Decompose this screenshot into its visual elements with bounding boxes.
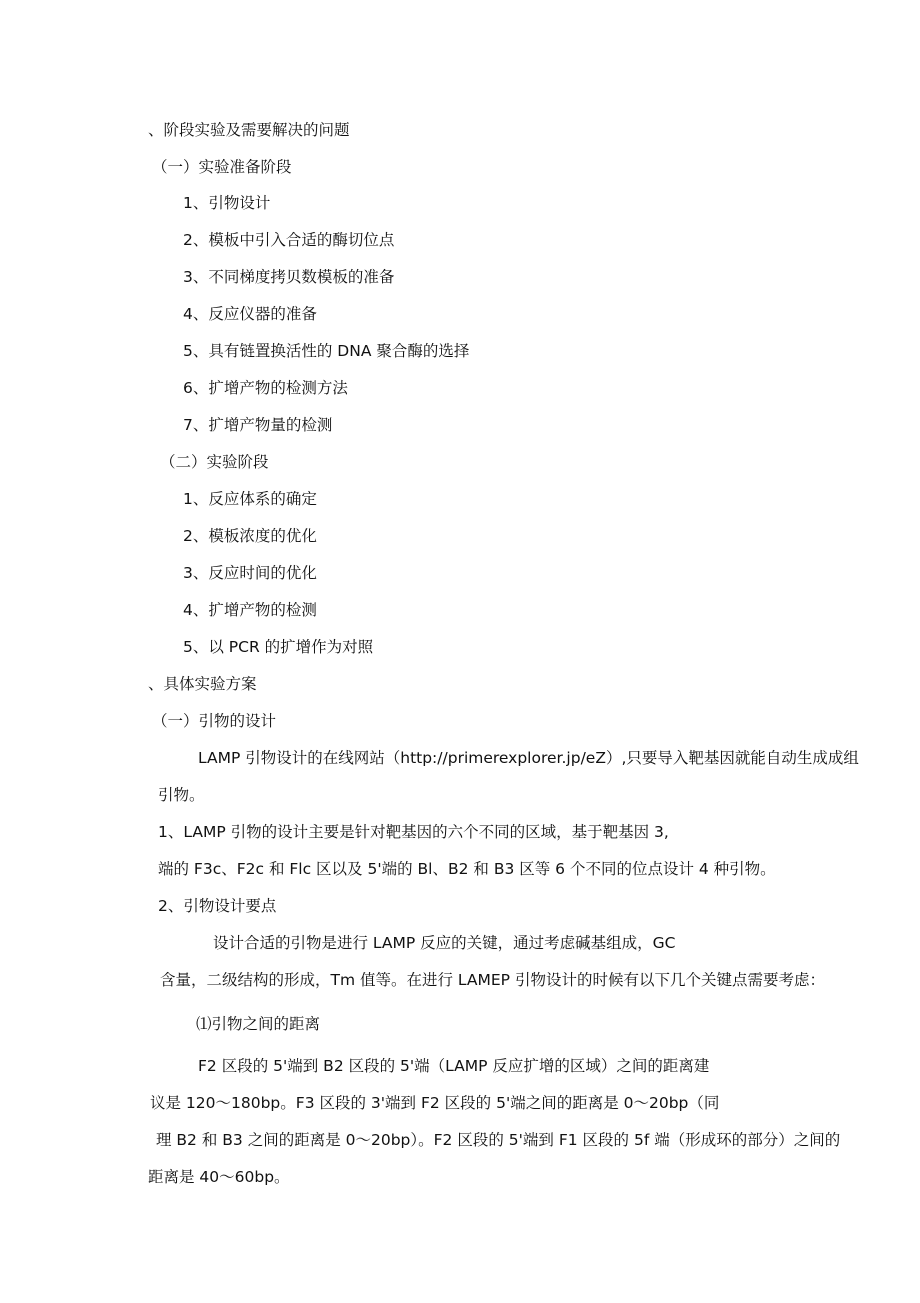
list-item: 4、扩增产物的检测 (183, 601, 317, 619)
section-heading-2: 、具体实验方案 (148, 675, 257, 693)
subsection-heading-primer: （一）引物的设计 (152, 712, 277, 730)
paragraph-line: LAMP 引物设计的在线网站（http://primerexplorer.jp/eZ）,只要导入靶基因就能自动生成成组 (198, 749, 859, 767)
subsection-heading-exp: （二）实验阶段 (160, 453, 269, 471)
paragraph-line: 议是 120～180bp。F3 区段的 3'端到 F2 区段的 5'端之间的距离是 0～20bp（同 (150, 1094, 720, 1112)
paragraph-line: 设计合适的引物是进行 LAMP 反应的关键，通过考虑碱基组成，GC (213, 934, 676, 952)
list-item: 3、不同梯度拷贝数模板的准备 (183, 268, 395, 286)
paragraph-line: 理 B2 和 B3 之间的距离是 0～20bp）。F2 区段的 5'端到 F1 区段的 5f 端（形成环的部分）之间的 (156, 1131, 841, 1149)
list-item: 1、反应体系的确定 (183, 490, 317, 508)
list-item: 3、反应时间的优化 (183, 564, 317, 582)
subsection-heading-prep: （一）实验准备阶段 (152, 158, 292, 176)
list-item: 2、模板浓度的优化 (183, 527, 317, 545)
list-item: 1、引物设计 (183, 194, 271, 212)
list-item: 2、模板中引入合适的酶切位点 (183, 231, 395, 249)
paragraph-line: 含量，二级结构的形成，Tm 值等。在进行 LAMEP 引物设计的时候有以下几个关键点需要考虑： (160, 971, 825, 989)
list-item: 5、具有链置换活性的 DNA 聚合酶的选择 (183, 342, 470, 360)
list-item: 6、扩增产物的检测方法 (183, 379, 348, 397)
paragraph-line: F2 区段的 5'端到 B2 区段的 5'端（LAMP 反应扩增的区域）之间的距离建 (198, 1057, 710, 1075)
section-heading-1: 、阶段实验及需要解决的问题 (148, 121, 350, 139)
paragraph-line: 2、引物设计要点 (158, 897, 277, 915)
paragraph-line: 1、LAMP 引物的设计主要是针对靶基因的六个不同的区域，基于靶基因 3, (158, 823, 669, 841)
list-item: 5、以 PCR 的扩增作为对照 (183, 638, 374, 656)
list-item: 7、扩增产物量的检测 (183, 416, 333, 434)
paragraph-line: 距离是 40～60bp。 (148, 1168, 290, 1186)
list-item: 4、反应仪器的准备 (183, 305, 317, 323)
paragraph-line: 端的 F3c、F2c 和 Flc 区以及 5'端的 Bl、B2 和 B3 区等 6 个不同的位点设计 4 种引物。 (158, 860, 776, 878)
paragraph-line: ⑴引物之间的距离 (196, 1015, 321, 1033)
paragraph-line: 引物。 (158, 786, 205, 804)
